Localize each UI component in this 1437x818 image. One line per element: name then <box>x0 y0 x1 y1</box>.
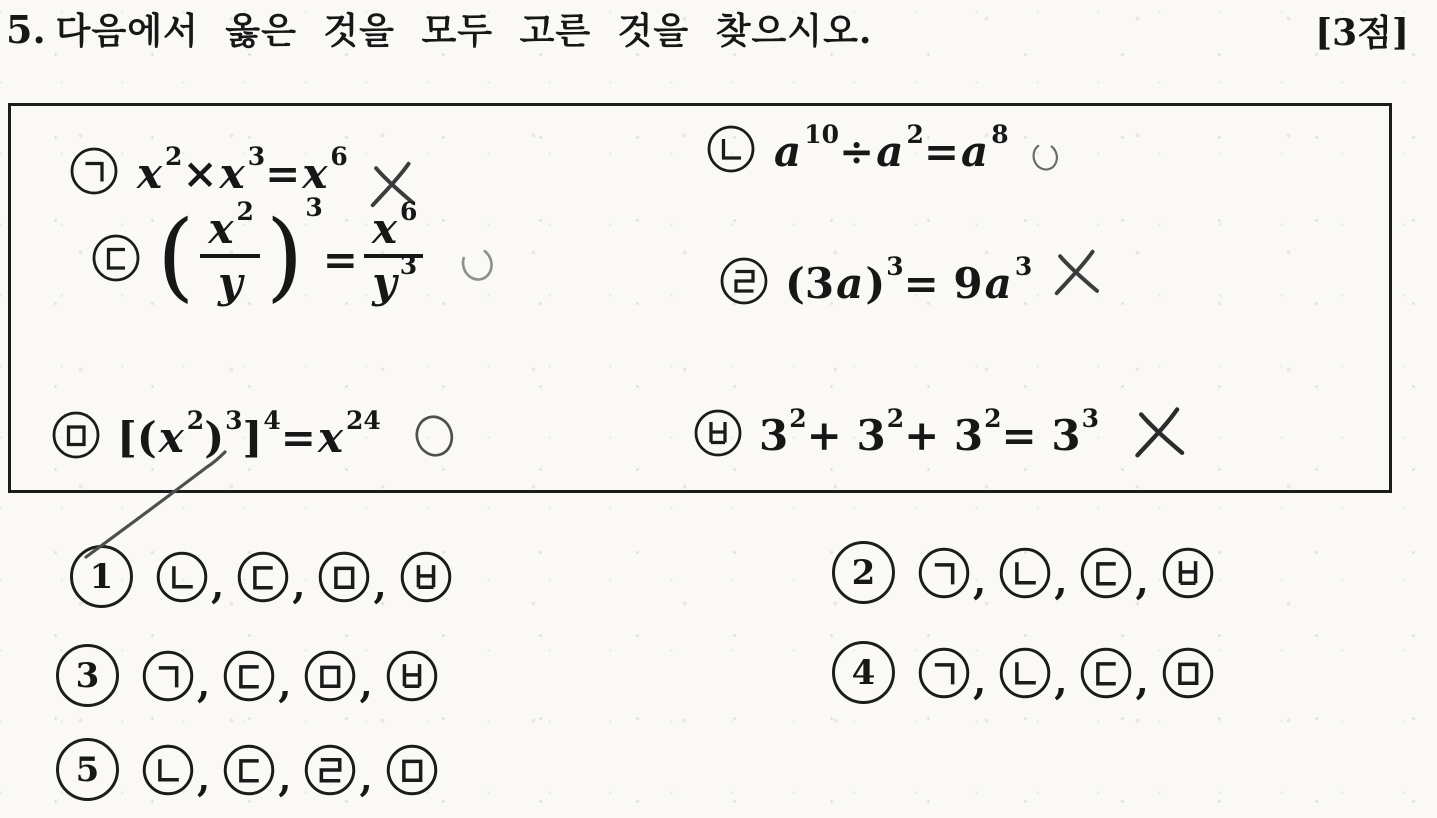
comma-separator: , <box>359 754 373 800</box>
circled-mieum-glyph <box>51 410 101 460</box>
circled-digeut-glyph <box>222 743 276 797</box>
formula-token: x <box>371 204 398 253</box>
circled-giyeok-icon <box>69 146 119 200</box>
formula-token: 3 <box>247 141 266 171</box>
comma-separator: , <box>373 561 387 607</box>
formula-token: x <box>137 148 163 198</box>
formula-token: y <box>372 257 397 307</box>
circled-giyeok-glyph <box>141 649 195 703</box>
comma-separator: , <box>973 557 987 603</box>
formula-token: (3 <box>785 258 835 308</box>
formula-rieul <box>785 251 1033 308</box>
comma-separator: , <box>278 660 292 706</box>
choice-item-mieum <box>1161 646 1215 700</box>
choice-item-giyeok <box>141 649 195 703</box>
formula-token: 6 <box>400 196 418 226</box>
formula-token: a <box>961 126 989 176</box>
fraction-denominator <box>210 257 250 307</box>
formula-bieup <box>759 403 1099 460</box>
fraction-numerator <box>200 196 259 253</box>
pencil-circle-small-icon <box>1027 138 1063 178</box>
formula-token: 3 <box>225 405 243 435</box>
pencil-circle-glyph <box>455 241 499 285</box>
formula-token: = <box>322 235 358 285</box>
choice-1 <box>70 545 453 608</box>
circled-giyeok-glyph <box>69 146 119 196</box>
circled-digeut-glyph <box>1079 646 1133 700</box>
choice-item-nieun <box>998 546 1052 600</box>
formula-token: 2 <box>906 119 924 149</box>
circled-nieun-glyph <box>141 743 195 797</box>
circled-digeut-glyph <box>1079 546 1133 600</box>
comma-separator: , <box>1054 557 1068 603</box>
circled-mieum-glyph <box>385 743 439 797</box>
comma-separator: , <box>1054 657 1068 703</box>
formula-token: x <box>302 148 328 198</box>
formula-token: x <box>158 412 184 462</box>
formula-token: + 3 <box>806 410 886 460</box>
formula-giyeok <box>135 141 348 198</box>
comma-separator: , <box>278 754 292 800</box>
choice-item-giyeok <box>917 646 971 700</box>
circled-mieum-glyph <box>317 550 371 604</box>
comma-separator: , <box>197 754 211 800</box>
formula-token: 2 <box>984 403 1002 433</box>
circled-rieul-glyph <box>303 743 357 797</box>
formula-token: 2 <box>886 403 905 433</box>
pencil-x-big-icon <box>1123 402 1199 468</box>
choice-item-nieun <box>141 743 195 797</box>
formula-token: x <box>208 204 234 253</box>
circled-bieup-glyph <box>385 649 439 703</box>
formula-token: 2 <box>236 196 254 226</box>
formula-token: 2 <box>186 405 205 435</box>
choice-item-digeut <box>1079 546 1133 600</box>
statements-box <box>8 103 1392 493</box>
choice-item-mieum <box>385 743 439 797</box>
circled-digeut-glyph <box>236 550 290 604</box>
formula-token: [( <box>117 412 157 462</box>
comma-separator: , <box>1135 657 1149 703</box>
comma-separator: , <box>359 660 373 706</box>
choice-item-bieup <box>1161 546 1215 600</box>
fraction <box>364 196 423 307</box>
formula-token: x <box>317 412 344 462</box>
choice-4 <box>832 641 1215 704</box>
choice-2-number: 2 <box>832 541 895 604</box>
choice-2 <box>832 541 1215 604</box>
choice-item-nieun <box>155 550 209 604</box>
pencil-circle-glyph <box>407 408 461 462</box>
fraction-numerator <box>364 196 423 253</box>
fraction-denominator <box>364 250 423 307</box>
choice-item-digeut <box>1079 646 1133 700</box>
formula-token: 3 <box>1081 403 1099 433</box>
comma-separator: , <box>973 657 987 703</box>
circled-giyeok-glyph <box>917 546 971 600</box>
formula-token: + 3 <box>904 410 984 460</box>
choice-item-digeut <box>222 743 276 797</box>
circled-digeut-glyph <box>222 649 276 703</box>
choice-3 <box>56 644 439 707</box>
circled-mieum-glyph <box>303 649 357 703</box>
choice-item-digeut <box>222 649 276 703</box>
circled-nieun-glyph <box>155 550 209 604</box>
circled-bieup-glyph <box>693 408 743 458</box>
circled-bieup-glyph <box>1161 546 1215 600</box>
formula-token: y <box>217 257 243 307</box>
formula-token: 3 <box>759 410 789 460</box>
formula-token: 2 <box>165 141 183 171</box>
formula-token: ) <box>865 258 886 308</box>
circled-bieup-glyph <box>399 550 453 604</box>
statement-bieup <box>693 402 1199 468</box>
choice-item-giyeok <box>917 546 971 600</box>
formula-token: 6 <box>330 141 348 171</box>
formula-token: 10 <box>804 119 840 149</box>
formula-token: 8 <box>991 119 1009 149</box>
choice-1-number: 1 <box>70 545 133 608</box>
circled-mieum-glyph <box>1161 646 1215 700</box>
choice-item-bieup <box>399 550 453 604</box>
choice-item-rieul <box>303 743 357 797</box>
formula-token: 2 <box>789 403 807 433</box>
pencil-circle-icon <box>407 408 461 466</box>
formula-token: a <box>984 258 1012 308</box>
statement-nieun <box>706 119 1063 178</box>
circled-digeut-icon <box>91 233 141 287</box>
circled-nieun-glyph <box>998 546 1052 600</box>
statement-digeut <box>91 193 499 312</box>
circled-rieul-glyph <box>719 256 769 306</box>
formula-token: = <box>280 412 316 462</box>
question-points: [3점] <box>1315 12 1409 54</box>
formula-nieun <box>772 119 1009 176</box>
choice-5 <box>56 738 439 801</box>
choice-item-digeut <box>236 550 290 604</box>
circled-rieul-icon <box>719 256 769 310</box>
formula-token: a <box>836 258 864 308</box>
formula-token: 3 <box>1014 251 1033 281</box>
pencil-circle-faint-icon <box>455 241 499 289</box>
formula-token: 3 <box>886 251 904 281</box>
statement-mieum <box>51 405 461 466</box>
pencil-x-glyph <box>1123 402 1199 464</box>
circled-nieun-icon <box>706 124 756 178</box>
formula-token: a <box>774 126 802 176</box>
formula-token: x <box>219 148 245 198</box>
comma-separator: , <box>292 561 306 607</box>
choice-item-mieum <box>317 550 371 604</box>
choice-item-nieun <box>998 646 1052 700</box>
circled-nieun-glyph <box>998 646 1052 700</box>
pencil-circle-glyph <box>1027 138 1063 174</box>
formula-token: × <box>182 148 218 198</box>
circled-mieum-icon <box>51 410 101 464</box>
question-number: 5. <box>6 7 46 52</box>
circled-giyeok-glyph <box>917 646 971 700</box>
formula-token: = <box>923 126 960 176</box>
formula-token: 3 <box>305 193 323 223</box>
formula-mieum <box>117 405 381 462</box>
formula-token: 4 <box>263 405 281 435</box>
formula-token: = 3 <box>1001 410 1081 460</box>
circled-nieun-glyph <box>706 124 756 174</box>
choice-5-number: 5 <box>56 738 119 801</box>
formula-token: ÷ <box>839 126 875 176</box>
comma-separator: , <box>197 660 211 706</box>
question-title: 다음에서 옳은 것을 모두 고른 것을 찾으시오. <box>55 10 873 52</box>
formula-token: a <box>876 126 904 176</box>
fraction <box>200 196 259 307</box>
formula-token: 3 <box>399 250 418 280</box>
choice-4-number: 4 <box>832 641 895 704</box>
choice-item-mieum <box>303 649 357 703</box>
comma-separator: , <box>1135 557 1149 603</box>
pencil-x-icon <box>1050 244 1106 306</box>
formula-token: = <box>265 148 301 198</box>
formula-digeut: ( x 2 y ) 3 = x 6 y 3 <box>157 211 429 309</box>
choice-3-number: 3 <box>56 644 119 707</box>
formula-token: 24 <box>346 405 381 435</box>
formula-token: ] <box>242 412 263 462</box>
circled-bieup-icon <box>693 408 743 462</box>
circled-digeut-glyph <box>91 233 141 283</box>
formula-token: ) <box>204 412 225 462</box>
choice-item-bieup <box>385 649 439 703</box>
question-header <box>6 3 1431 55</box>
comma-separator: , <box>211 561 225 607</box>
statement-rieul <box>719 251 1106 310</box>
pencil-x-glyph <box>1050 244 1106 302</box>
formula-token: = 9 <box>903 258 983 308</box>
